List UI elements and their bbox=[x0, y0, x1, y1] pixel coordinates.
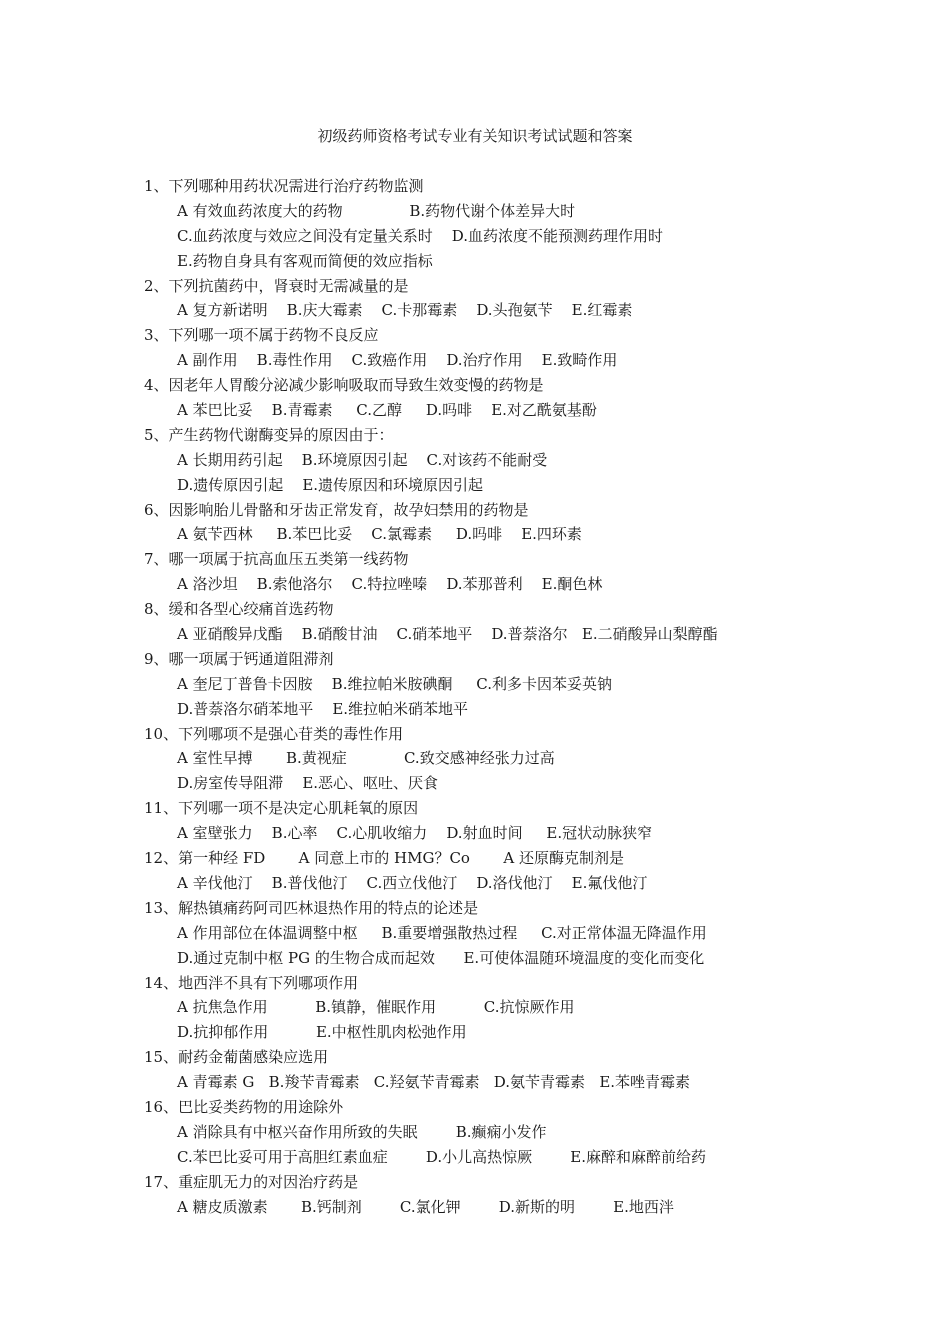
question-options: E.药物自身具有客观而简便的效应指标 bbox=[177, 251, 433, 270]
question-options: A 室性早搏 B.黄视症 C.致交感神经张力过高 bbox=[177, 749, 555, 768]
question-stem: 17、重症肌无力的对因治疗药是 bbox=[144, 1172, 359, 1191]
question-options: A 复方新诺明 B.庆大霉素 C.卡那霉素 D.头孢氨苄 E.红霉素 bbox=[177, 301, 633, 320]
question-options: D.抗抑郁作用 E.中枢性肌肉松弛作用 bbox=[177, 1023, 467, 1042]
question-options: A 氨苄西林 B.苯巴比妥 C.氯霉素 D.吗啡 E.四环素 bbox=[177, 525, 582, 544]
question-stem: 14、地西泮不具有下列哪项作用 bbox=[144, 973, 359, 992]
question-stem: 11、下列哪一项不是决定心肌耗氧的原因 bbox=[144, 799, 419, 818]
question-options: A 副作用 B.毒性作用 C.致癌作用 D.治疗作用 E.致畸作用 bbox=[177, 351, 618, 370]
question-options: A 亚硝酸异戊酯 B.硝酸甘油 C.硝苯地平 D.普萘洛尔 E.二硝酸异山梨醇酯 bbox=[177, 625, 718, 644]
question-stem: 8、缓和各型心绞痛首选药物 bbox=[144, 600, 334, 619]
question-stem: 10、下列哪项不是强心苷类的毒性作用 bbox=[144, 724, 404, 743]
question-options: A 辛伐他汀 B.普伐他汀 C.西立伐他汀 D.洛伐他汀 E.氟伐他汀 bbox=[177, 873, 648, 892]
question-options: C.苯巴比妥可用于高胆红素血症 D.小儿高热惊厥 E.麻醉和麻醉前给药 bbox=[177, 1147, 706, 1166]
question-stem: 4、因老年人胃酸分泌减少影响吸取而导致生效变慢的药物是 bbox=[144, 376, 544, 395]
question-stem: 5、产生药物代谢酶变异的原因由于： bbox=[144, 425, 394, 444]
question-stem: 2、下列抗菌药中，肾衰时无需减量的是 bbox=[144, 276, 409, 295]
page-title: 初级药师资格考试专业有关知识考试试题和答案 bbox=[317, 127, 633, 145]
question-options: A 长期用药引起 B.环境原因引起 C.对该药不能耐受 bbox=[177, 450, 548, 469]
question-options: D.通过克制中枢 PG 的生物合成而起效 E.可使体温随环境温度的变化而变化 bbox=[177, 948, 705, 967]
question-options: A 苯巴比妥 B.青霉素 C.乙醇 D.吗啡 E.对乙酰氨基酚 bbox=[177, 401, 597, 420]
question-options: C.血药浓度与效应之间没有定量关系时 D.血药浓度不能预测药理作用时 bbox=[177, 226, 664, 245]
question-options: D.遗传原因引起 E.遗传原因和环境原因引起 bbox=[177, 475, 484, 494]
question-stem: 3、下列哪一项不属于药物不良反应 bbox=[144, 326, 379, 345]
question-options: A 有效血药浓度大的药物 B.药物代谢个体差异大时 bbox=[177, 201, 576, 220]
question-stem: 9、哪一项属于钙通道阻滞剂 bbox=[144, 649, 334, 668]
question-options: A 奎尼丁普鲁卡因胺 B.维拉帕米胺碘酮 C.利多卡因苯妥英钠 bbox=[177, 674, 613, 693]
question-options: A 糖皮质激素 B.钙制剂 C.氯化钾 D.新斯的明 E.地西泮 bbox=[177, 1197, 674, 1216]
question-list bbox=[144, 174, 924, 1219]
question-stem: 6、因影响胎儿骨骼和牙齿正常发育，故孕妇禁用的药物是 bbox=[144, 500, 529, 519]
question-stem: 13、解热镇痛药阿司匹林退热作用的特点的论述是 bbox=[144, 898, 479, 917]
question-options: A 洛沙坦 B.索他洛尔 C.特拉唑嗪 D.苯那普利 E.酮色林 bbox=[177, 575, 603, 594]
question-options: A 抗焦急作用 B.镇静，催眠作用 C.抗惊厥作用 bbox=[177, 998, 575, 1017]
question-stem: 15、耐药金葡菌感染应选用 bbox=[144, 1048, 329, 1067]
question-options: D.普萘洛尔硝苯地平 E.维拉帕米硝苯地平 bbox=[177, 699, 469, 718]
question-stem: 1、下列哪种用药状况需进行治疗药物监测 bbox=[144, 177, 424, 195]
question-options: A 室壁张力 B.心率 C.心肌收缩力 D.射血时间 E.冠状动脉狭窄 bbox=[177, 824, 653, 843]
question-options: D.房室传导阻滞 E.恶心、呕吐、厌食 bbox=[177, 774, 439, 793]
question-stem: 7、哪一项属于抗高血压五类第一线药物 bbox=[144, 550, 409, 569]
question-stem: 12、第一种经 FD A 同意上市的 HMG？Co A 还原酶克制剂是 bbox=[144, 849, 624, 868]
question-stem: 16、巴比妥类药物的用途除外 bbox=[144, 1097, 344, 1116]
question-options: A 青霉素 G B.羧苄青霉素 C.羟氨苄青霉素 D.氨苄青霉素 E.苯唑青霉素 bbox=[177, 1073, 691, 1092]
question-options: A 消除具有中枢兴奋作用所致的失眠 B.癫痫小发作 bbox=[177, 1122, 547, 1141]
question-options: A 作用部位在体温调整中枢 B.重要增强散热过程 C.对正常体温无降温作用 bbox=[177, 923, 707, 942]
